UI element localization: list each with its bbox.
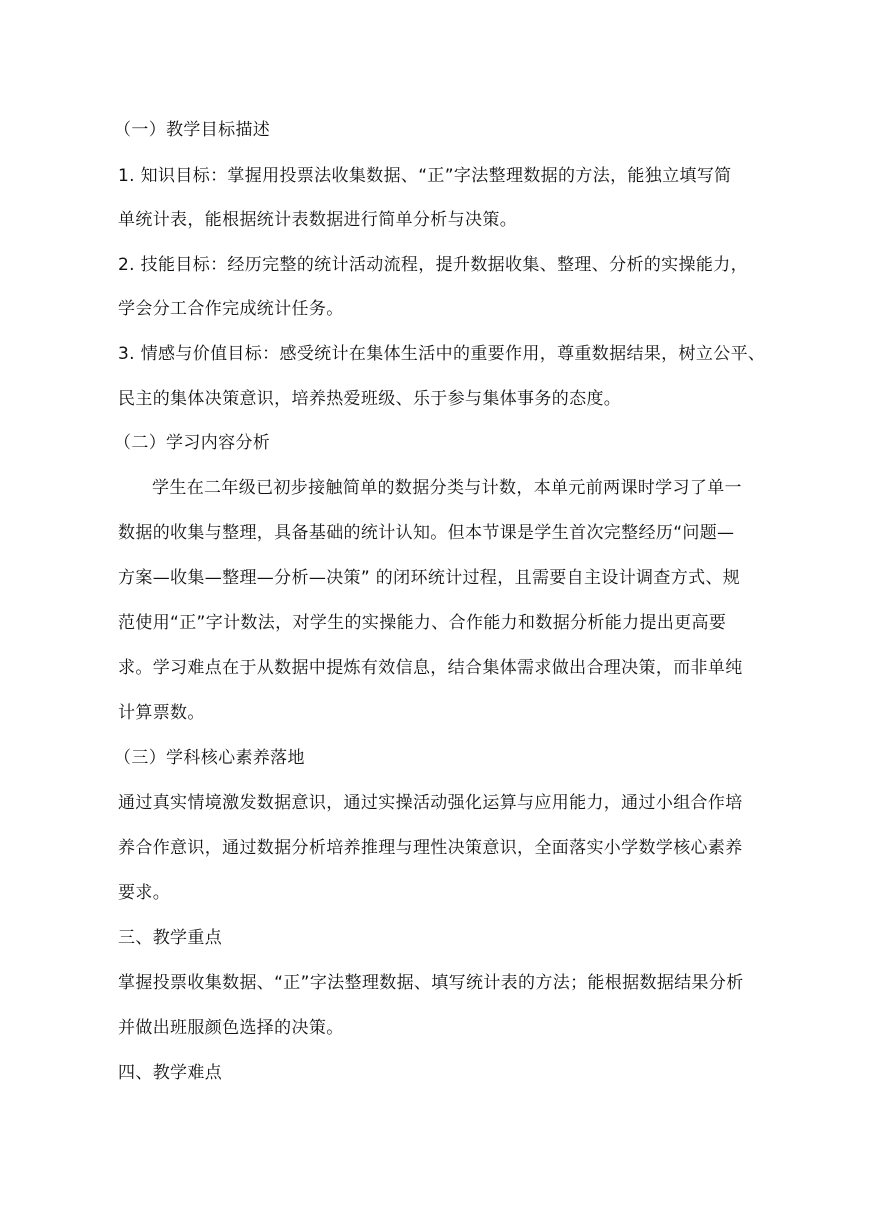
paragraph-content-analysis-line-3: 方案—收集—整理—分析—决策” 的闭环统计过程，且需要自主设计调查方式、规 <box>118 568 741 588</box>
paragraph-skill-goal-line-1: 2. 技能目标：经历完整的统计活动流程，提升数据收集、整理、分析的实操能力， <box>118 255 748 275</box>
paragraph-knowledge-goal-line-2: 单统计表，能根据统计表数据进行简单分析与决策。 <box>118 210 518 230</box>
paragraph-content-analysis-line-5: 求。学习难点在于从数据中提炼有效信息，结合集体需求做出合理决策，而非单纯 <box>118 658 743 678</box>
section-heading-core-literacy: （三）学科核心素养落地 <box>114 748 305 768</box>
paragraph-content-analysis-line-1: 学生在二年级已初步接触简单的数据分类与计数，本单元前两课时学习了单一 <box>152 478 742 498</box>
paragraph-content-analysis-line-4: 范使用“正”字计数法，对学生的实操能力、合作能力和数据分析能力提出更高要 <box>118 613 727 633</box>
heading-teaching-difficulties: 四、教学难点 <box>118 1063 223 1083</box>
paragraph-knowledge-goal-line-1: 1. 知识目标：掌握用投票法收集数据、“正”字法整理数据的方法，能独立填写简 <box>118 166 732 186</box>
paragraph-core-literacy-line-3: 要求。 <box>118 883 171 903</box>
paragraph-content-analysis-line-2: 数据的收集与整理，具备基础的统计认知。但本节课是学生首次完整经历“问题— <box>118 523 735 543</box>
heading-teaching-key-points: 三、教学重点 <box>118 928 223 948</box>
paragraph-emotion-goal-line-1: 3. 情感与价值目标：感受统计在集体生活中的重要作用，尊重数据结果，树立公平、 <box>118 344 766 364</box>
paragraph-core-literacy-line-1: 通过真实情境激发数据意识，通过实操活动强化运算与应用能力，通过小组合作培 <box>118 793 743 813</box>
section-heading-teaching-goals: （一）教学目标描述 <box>114 120 271 140</box>
paragraph-emotion-goal-line-2: 民主的集体决策意识，培养热爱班级、乐于参与集体事务的态度。 <box>118 389 622 409</box>
paragraph-content-analysis-line-6: 计算票数。 <box>118 703 205 723</box>
paragraph-skill-goal-line-2: 学会分工合作完成统计任务。 <box>118 299 344 319</box>
section-heading-content-analysis: （二）学习内容分析 <box>114 433 271 453</box>
paragraph-core-literacy-line-2: 养合作意识，通过数据分析培养推理与理性决策意识，全面落实小学数学核心素养 <box>118 838 743 858</box>
paragraph-key-points-line-2: 并做出班服颜色选择的决策。 <box>118 1018 344 1038</box>
paragraph-key-points-line-1: 掌握投票收集数据、“正”字法整理数据、填写统计表的方法；能根据数据结果分析 <box>118 973 744 993</box>
